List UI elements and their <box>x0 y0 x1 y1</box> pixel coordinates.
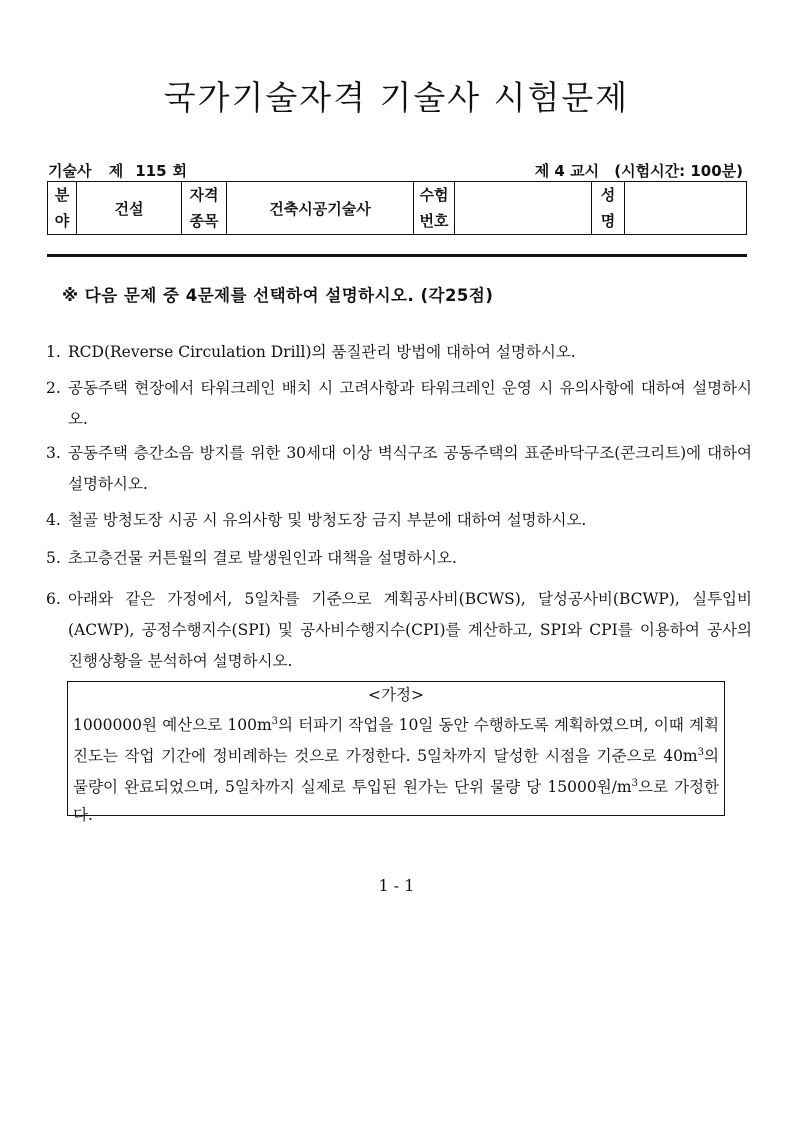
session-suffix: 회 <box>172 162 188 180</box>
category-value: 건축시공기술사 <box>227 182 414 235</box>
exam-number-label: 수험 번호 <box>414 182 455 235</box>
question-number: 6. <box>46 590 61 608</box>
assumption-title: <가정> <box>368 686 424 704</box>
field-label: 분 야 <box>48 182 77 235</box>
question-6 <box>46 584 752 677</box>
question-1 <box>46 337 752 368</box>
question-number: 2. <box>46 379 61 397</box>
exam-period <box>525 160 743 181</box>
question-text: 공동주택 현장에서 타워크레인 배치 시 고려사항과 타워크레인 운영 시 유의사항에 대하여 설명하시오. <box>68 379 752 428</box>
field-value: 건설 <box>77 182 182 235</box>
question-number: 1. <box>46 343 61 361</box>
assumption-box <box>67 681 725 825</box>
question-text: 공동주택 층간소음 방지를 위한 30세대 이상 벽식구조 공동주택의 표준바닥구조(콘크리트)에 대하여 설명하시오. <box>68 444 752 493</box>
name-field[interactable] <box>625 182 747 235</box>
question-number: 3. <box>46 444 61 462</box>
exam-number-field[interactable] <box>455 182 592 235</box>
exam-type: 기술사 <box>48 162 92 180</box>
exam-info-table <box>47 181 747 235</box>
session-prefix: 제 <box>108 162 124 180</box>
category-label: 자격 종목 <box>182 182 227 235</box>
session-number: 115 <box>135 162 167 180</box>
question-number: 5. <box>46 549 61 567</box>
question-5 <box>46 543 752 574</box>
question-2 <box>46 373 752 435</box>
question-text: 초고층건물 커튼월의 결로 발생원인과 대책을 설명하시오. <box>68 549 457 567</box>
name-label: 성 명 <box>592 182 625 235</box>
question-text: 철골 방청도장 시공 시 유의사항 및 방청도장 금지 부분에 대하여 설명하시오. <box>68 511 587 529</box>
page-title: 국가기술자격 기술사 시험문제 <box>163 78 630 117</box>
exam-session <box>48 160 199 181</box>
assumption-text: 1000000원 예산으로 $100m^3$의 터파기 작업을 10일 동안 수행하도록 계획하였으며, 이때 계획진도는 작업 기간에 정비례하는 것으로 가정한다. 5일차까지 달성한 시점을 기준으로 $40m^3$의 물량이 완료되었으며, 5일차까지 실제로 투입된 원가는 단위 물량 당 15000원$/m^3$으로 가정한다. <box>73 716 719 825</box>
question-number: 4. <box>46 511 61 529</box>
time-limit: (시험시간: 100분) <box>614 162 743 180</box>
question-4 <box>46 505 752 536</box>
question-text: RCD(Reverse Circulation Drill)의 품질관리 방법에 대하여 설명하시오. <box>68 343 576 361</box>
question-text: 아래와 같은 가정에서, 5일차를 기준으로 계획공사비(BCWS), 달성공사비(BCWP), 실투입비(ACWP), 공정수행지수(SPI) 및 공사비수행지수(CPI)를 계산하고, SPI와 CPI를 이용하여 공사의 진행상황을 분석하여 설명하시오. <box>68 590 752 670</box>
question-3 <box>46 438 752 500</box>
divider <box>47 254 747 257</box>
page-number: 1 - 1 <box>378 876 415 895</box>
period-label: 제 4 교시 <box>534 162 600 180</box>
instruction: ※ 다음 문제 중 4문제를 선택하여 설명하시오. (각25점) <box>62 286 494 305</box>
